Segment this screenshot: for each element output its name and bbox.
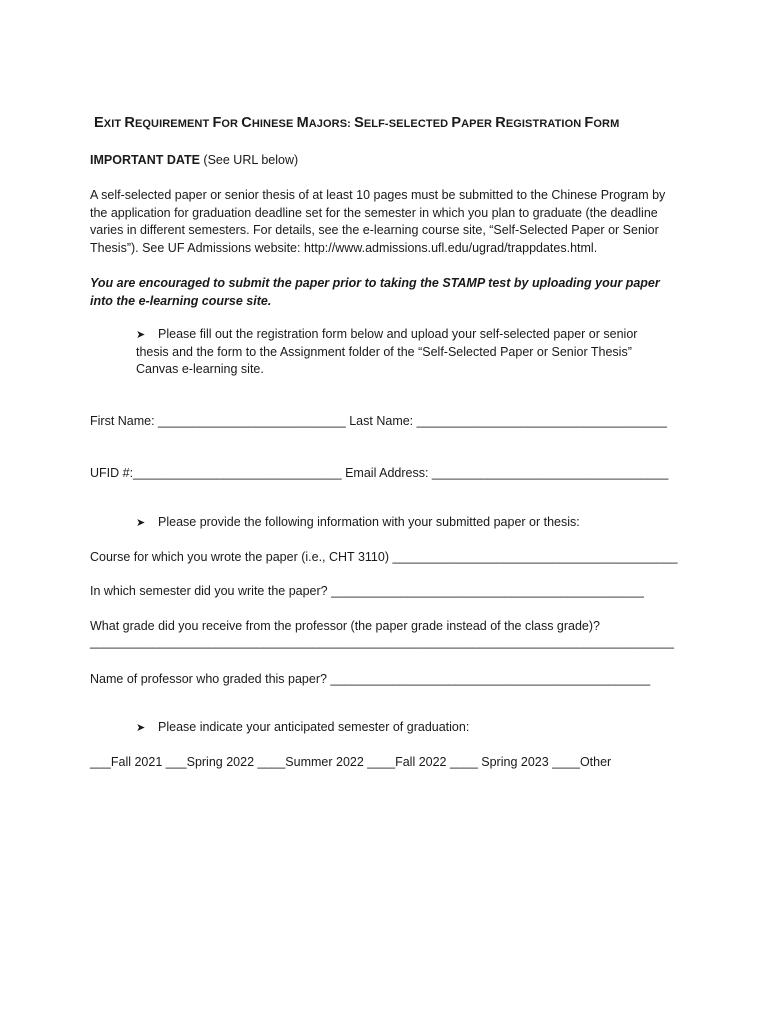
intro-line-4: Thesis”). See UF Admissions website: http://www.admissions.ufl.edu/ugrad/trappdates.html.: [90, 240, 598, 255]
arrow-bullet-icon: ➤: [136, 329, 146, 341]
course-question[interactable]: Course for which you wrote the paper (i.e., CHT 3110) _________________________________________: [90, 550, 678, 564]
title-cap: M: [296, 115, 309, 131]
title-cap: R: [124, 115, 135, 131]
bullet1-line-3: Canvas e-learning site.: [136, 362, 264, 376]
graduation-options[interactable]: ___Fall 2021 ___Spring 2022 ____Summer 2022 ____Fall 2022 ____ Spring 2023 ____Other: [90, 755, 612, 769]
title-cap: P: [451, 115, 462, 131]
bullet2-line: [136, 514, 580, 532]
bullet3-text: Please indicate your anticipated semester of graduation:: [158, 720, 470, 734]
title-text: OR: [221, 118, 242, 130]
bullet1-text-1: Please fill out the registration form below and upload your self-selected paper or senior: [158, 327, 638, 341]
name-fields-line[interactable]: First Name: ___________________________ Last Name: ____________________________________: [90, 414, 667, 428]
semester-question[interactable]: In which semester did you write the paper? _____________________________________________: [90, 584, 644, 598]
intro-line-1: A self-selected paper or senior thesis of at least 10 pages must be submitted to the Chinese Program by: [90, 188, 666, 202]
bullet2-text: Please provide the following information with your submitted paper or thesis:: [158, 515, 580, 529]
intro-line-3: varies in different semesters. For details, see the e-learning course site, “Self-Selected Paper or Senior: [90, 223, 659, 237]
title-text: HINESE: [251, 118, 297, 130]
title-text: APER: [461, 118, 496, 130]
encouraged-line-1: You are encouraged to submit the paper prior to taking the STAMP test by uploading your paper: [90, 276, 660, 290]
title-text: AJORS:: [308, 118, 355, 130]
important-date-note: (See URL below): [199, 153, 299, 167]
ufid-email-line[interactable]: UFID #:______________________________ Email Address: __________________________________: [90, 466, 669, 480]
title-cap: F: [212, 115, 222, 131]
title-text: EGISTRATION: [505, 118, 585, 130]
title-cap: E: [94, 115, 104, 131]
title-text: ELF-SELECTED: [363, 118, 452, 130]
title-cap: S: [354, 115, 364, 131]
bullet3-line: [136, 719, 469, 737]
important-date-label: IMPORTANT DATE: [90, 153, 200, 167]
grade-answer-blank[interactable]: ____________________________________________________________________________________: [90, 635, 674, 649]
intro-line-2: the application for graduation deadline set for the semester in which you plan to graduate (the deadline: [90, 205, 658, 220]
professor-question[interactable]: Name of professor who graded this paper? ______________________________________________: [90, 672, 651, 686]
important-date-line: [90, 152, 298, 169]
bullet1-line-1: [136, 326, 637, 344]
encouraged-line-2: into the e-learning course site.: [90, 294, 272, 308]
title-cap: R: [495, 115, 506, 131]
arrow-bullet-icon: ➤: [136, 517, 146, 529]
grade-question: What grade did you receive from the professor (the paper grade instead of the class grade)?: [90, 619, 601, 633]
arrow-bullet-icon: ➤: [136, 722, 146, 734]
title-cap: C: [241, 115, 252, 131]
page-title: [94, 115, 619, 131]
bullet1-line-2: thesis and the form to the Assignment folder of the “Self-Selected Paper or Senior Thesis”: [136, 344, 632, 359]
title-cap: F: [584, 115, 594, 131]
title-text: EQUIREMENT: [134, 118, 213, 130]
title-text: XIT: [103, 118, 125, 130]
title-text: ORM: [593, 118, 620, 130]
